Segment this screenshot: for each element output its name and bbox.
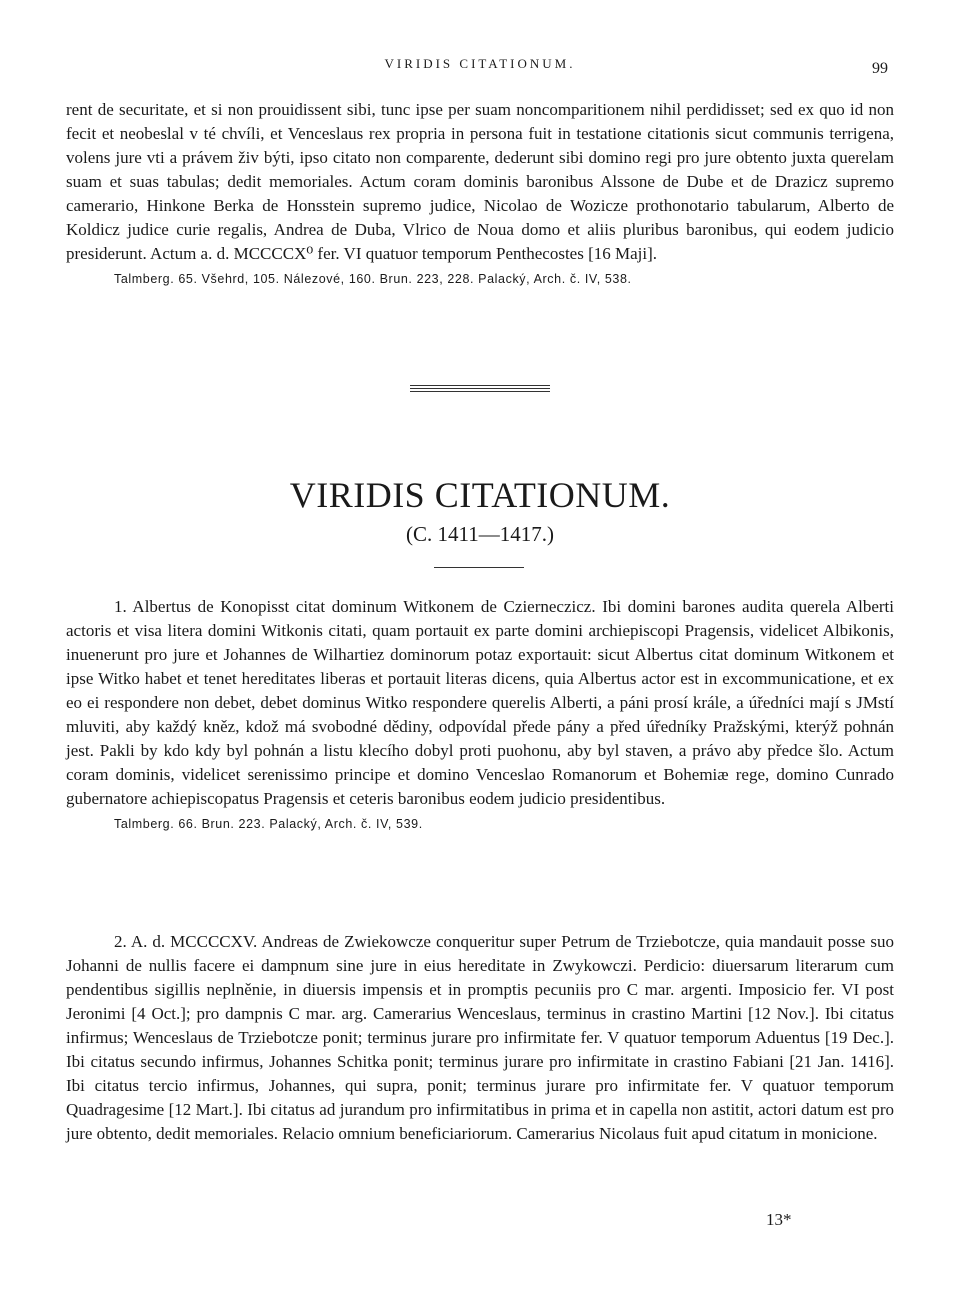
page-number: 99 (872, 60, 888, 77)
signature-mark: 13* (766, 1210, 792, 1229)
entry-1-text: 1. Albertus de Konopisst citat dominum Witkonem de Czierneczicz. Ibi domini barones audita querela Alberti actoris et visa litera domini Witkonis citati, quam portauit ex parte domini archiepiscopi Pragensis, videlicet Albikonis, inuenerunt pro jure et Johannes de Wilhartiez dominorum potaz exportauit: sicut Albertus citat dominum Witkonem et ipse Witko habet et tenet hereditates liberas et portauit literas dicens, quia Albertus actor est in excommunicatione, et ex eo ei respondere non debet, debet dominus Witko respondere querelis Alberti, a páni prosí krále, a úředníci mají s JMstí mluviti, aby každý kněz, kdož má svobodné dědiny, odpovídal přede pány a před úředníky Pražskými, kterýž pohnán jest. Pakli by kdo kdy byl pohnán a listu klecího dobyl proti puohonu, aby byl staven, a právo aby předce šlo. Actum coram dominis, videlicet serenissimo principe et domino Venceslao Romanorum et Bohemiæ rege, domino Cunrado gubernatore achiepiscopatus Pragensis et ceteris baronibus eodem judicio presidentibus. (66, 597, 894, 808)
ornamental-divider (410, 385, 550, 394)
short-divider (434, 567, 524, 568)
continuation-references: Talmberg. 65. Všehrd, 105. Nálezové, 160. Brun. 223, 228. Palacký, Arch. č. IV, 538. (114, 272, 632, 286)
entry-1 (66, 595, 894, 831)
entry-1-references: Talmberg. 66. Brun. 223. Palacký, Arch. č. IV, 539. (114, 817, 423, 831)
continuation-block (66, 98, 894, 286)
section-dates: (C. 1411—1417.) (406, 522, 554, 546)
section-title: VIRIDIS CITATIONUM. (289, 475, 671, 515)
continuation-paragraph: rent de securitate, et si non prouidissent sibi, tunc ipse per suam noncomparitionem nihil perdidisset; sed ex quo id non fecit et neobeslal v té chvíli, et Venceslaus rex propria in persona fuit in testatione citationis sicut communis terrigena, volens jure vti a právem živ býti, ipso citato non comparente, dederunt sibi domino regi pro jure obtento juxta querelam suam et suas tabulas; dedit memoriales. Actum coram dominis baronibus Alssone de Dube et de Drazicz supremo camerario, Hinkone Berka de Honsstein supremo judice, Nicolao de Wozicze prothonotario tabularum, Alberto de Koldicz judice curie regalis, Andrea de Duba, Vlrico de Noua domo et aliis pluribus baronibus, qui eodem judicio presiderunt. Actum a. d. MCCCCX⁰ fer. VI quatuor temporum Penthecostes [16 Maji]. (66, 100, 894, 263)
running-head: VIRIDIS CITATIONUM. (384, 56, 576, 71)
entry-2 (66, 930, 894, 1146)
entry-2-text: 2. A. d. MCCCCXV. Andreas de Zwiekowcze conqueritur super Petrum de Trziebotcze, quia mandauit posse suo Johanni de nullis facere ei dampnum sine jure in eius hereditate in Zwykowczi. Perdicio: diuersarum literarum cum pendentibus sigillis neplněnie, in diuersis impensis et in promptis pecuniis pro C mar. argenti. Imposicio fer. VI post Jeronimi [4 Oct.]; pro dampnis C mar. arg. Camerarius Wenceslaus, terminus in crastino Martini [12 Nov.]. Ibi citatus infirmus; Wenceslaus de Trziebotcze ponit; terminus jurare pro infirmitate fer. V quatuor temporum Aduentus [19 Dec.]. Ibi citatus secundo infirmus, Johannes Schitka ponit; terminus jurare pro infirmitate in crastino Fabiani [21 Jan. 1416]. Ibi citatus tercio infirmus, Johannes, qui supra, ponit; terminus jurare pro infirmitate fer. V quatuor temporum Quadragesime [12 Mart.]. Ibi citatus ad jurandum pro infirmitatibus in prima et in capella non astitit, actori datum est pro jure obtento, dedit memoriales. Relacio omnium beneficiariorum. Camerarius Nicolaus fuit apud citatum in monicione. (66, 932, 894, 1143)
